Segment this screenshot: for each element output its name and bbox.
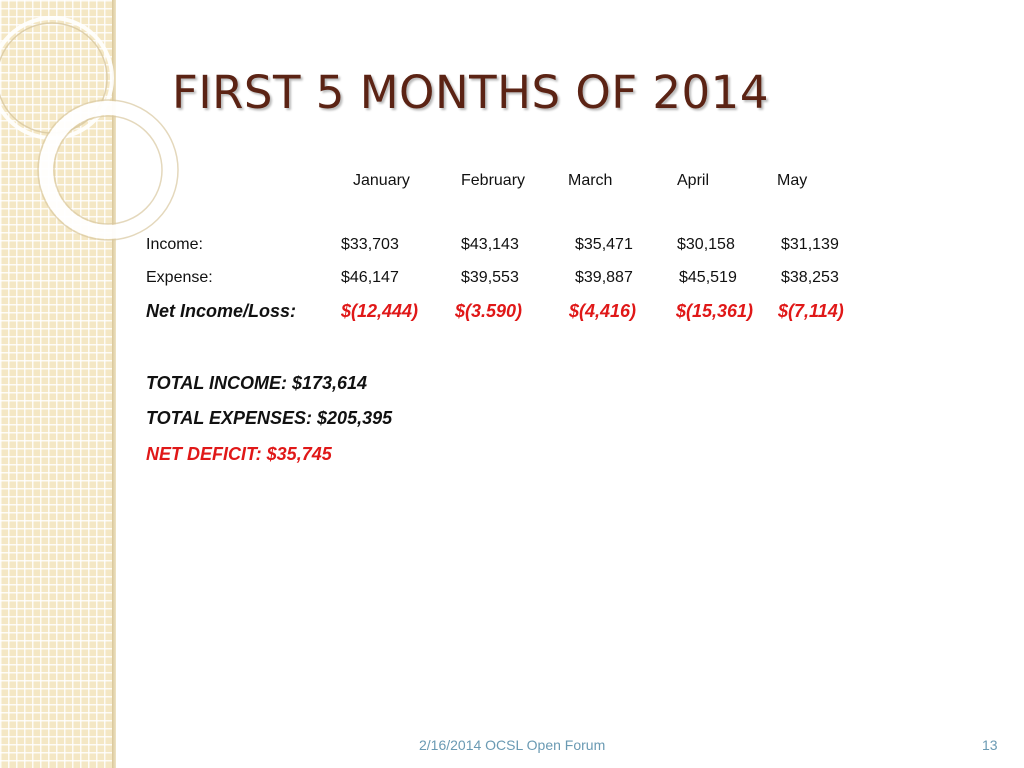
total-income: TOTAL INCOME: $173,614 (146, 373, 368, 393)
net-deficit: NET DEFICIT: $35,745 (146, 444, 332, 464)
income-march: $35,471 (575, 236, 633, 253)
net-january: $(12,444) (341, 301, 419, 321)
expense-may: $38,253 (781, 269, 839, 286)
income-label: Income: (146, 236, 203, 253)
expense-february: $39,553 (461, 269, 519, 286)
month-header-february: February (461, 172, 526, 189)
net-april: $(15,361) (676, 301, 754, 321)
month-header-march: March (568, 172, 613, 189)
month-header-january: January (353, 172, 410, 189)
total-expenses: TOTAL EXPENSES: $205,395 (146, 408, 393, 428)
expense-label: Expense: (146, 269, 213, 286)
expense-april: $45,519 (679, 269, 737, 286)
income-may: $31,139 (781, 236, 839, 253)
expense-march: $39,887 (575, 269, 633, 286)
net-may: $(7,114) (778, 301, 844, 321)
decorative-rings (0, 0, 180, 260)
income-january: $33,703 (341, 236, 399, 253)
net-march: $(4,416) (569, 301, 637, 321)
footer-text: 2/16/2014 OCSL Open Forum (419, 737, 606, 753)
month-header-april: April (677, 172, 710, 189)
net-income-loss-label: Net Income/Loss: (146, 301, 297, 321)
slide-title: FIRST 5 MONTHS OF 2014 (172, 66, 769, 119)
expense-january: $46,147 (341, 269, 399, 286)
net-february: $(3.590) (455, 301, 523, 321)
income-february: $43,143 (461, 236, 519, 253)
page-number: 13 (982, 737, 998, 753)
income-april: $30,158 (677, 236, 735, 253)
month-header-may: May (777, 172, 808, 189)
